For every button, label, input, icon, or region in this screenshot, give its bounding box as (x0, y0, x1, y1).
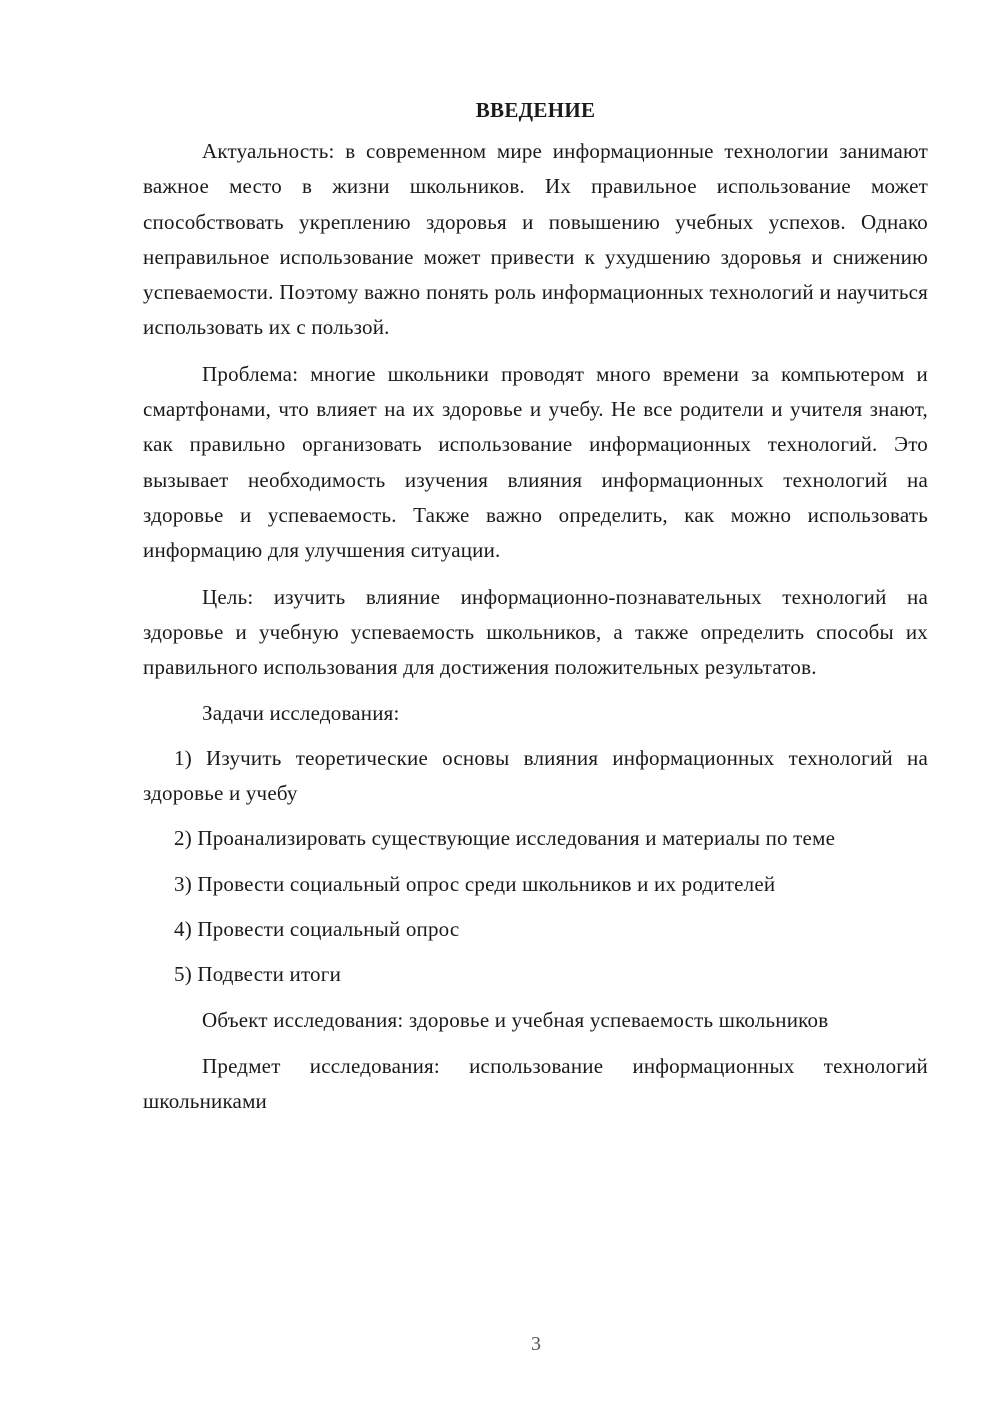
page-number: 3 (531, 1333, 541, 1355)
tasks-list (143, 741, 928, 993)
tasks-title: Задачи исследования: (202, 701, 400, 726)
relevance-paragraph: Актуальность: в современном мире информационные технологии занимают важное место в жизни школьников. Их правильное использование может способствовать укреплению здоровья и повышению учебных успехов. Однако неправильное использование может привести к ухудшению здоровья и снижению успеваемости. Поэтому важно понять роль информационных технологий и научиться использовать их с пользой. (143, 139, 928, 340)
task-item-5: 5) Подвести итоги (174, 962, 342, 987)
goal-paragraph: Цель: изучить влияние информационно-познавательных технологий на здоровье и учебную успеваемость школьников, а также определить способы их правильного использования для достижения положительных результатов. (143, 584, 928, 680)
section-heading: ВВЕДЕНИЕ (475, 98, 596, 122)
object-paragraph: Объект исследования: здоровье и учебная успеваемость школьников (202, 1007, 829, 1032)
subject-paragraph: Предмет исследования: использование информационных технологий школьниками (143, 1053, 928, 1114)
task-item-1: 1) Изучить теоретические основы влияния информационных технологий на здоровье и учебу (143, 745, 928, 806)
problem-paragraph: Проблема: многие школьники проводят много времени за компьютером и смартфонами, что влияет на их здоровье и учебу. Не все родители и учителя знают, как правильно организовать использование информационных технологий. Это вызывает необходимость изучения влияния информационных технологий на здоровье и успеваемость. Также важно определить, как можно использовать информацию для улучшения ситуации. (143, 361, 928, 563)
task-item-2: 2) Проанализировать существующие исследования и материалы по теме (174, 826, 836, 851)
page-content (143, 93, 928, 1130)
task-item-3: 3) Провести социальный опрос среди школьников и их родителей (174, 871, 776, 896)
task-item-4: 4) Провести социальный опрос (174, 916, 460, 941)
